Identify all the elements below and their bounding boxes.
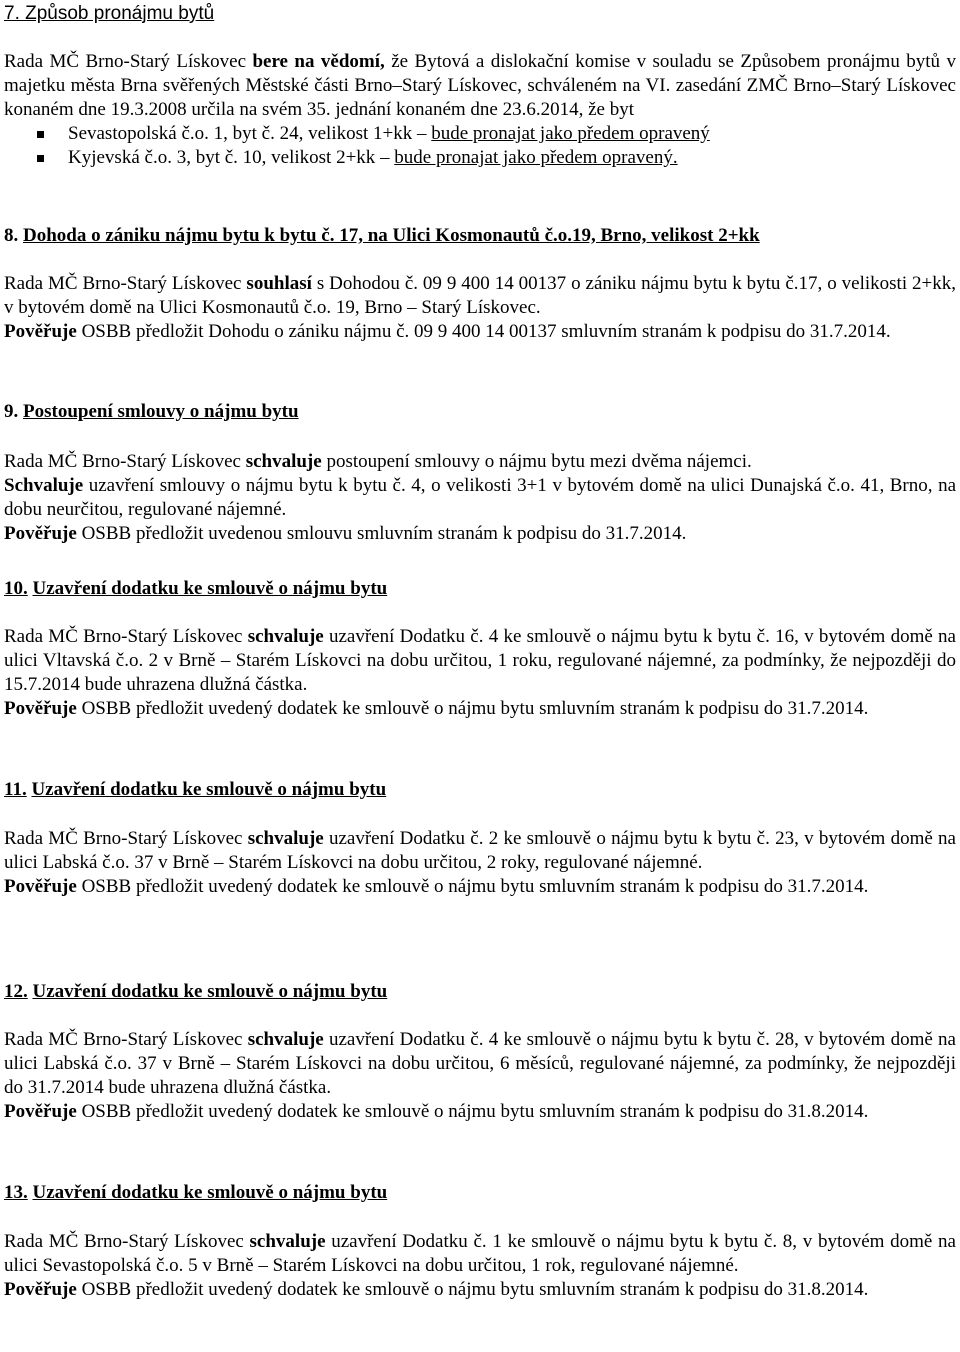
list-item: Sevastopolská č.o. 1, byt č. 24, velikost 1+kk – bude pronajat jako předem opravený	[4, 122, 956, 146]
section-10-paragraph-2: Pověřuje OSBB předložit uvedený dodatek ke smlouvě o nájmu bytu smluvním stranám k podpisu do 31.7.2014.	[4, 698, 869, 719]
section-9-paragraph-2: Schvaluje uzavření smlouvy o nájmu bytu k bytu č. 4, o velikosti 3+1 v bytovém domě na ulici Dunajská č.o. 41, Brno, na dobu neurčitou, regulované nájemné.	[4, 475, 956, 520]
section-8-paragraph-2: Pověřuje OSBB předložit Dohodu o zániku nájmu č. 09 9 400 14 00137 smluvním stranám k podpisu do 31.7.2014.	[4, 321, 891, 342]
bere-na-vedomi: bere na vědomí,	[252, 51, 385, 72]
section-8-heading: 8. Dohoda o zániku nájmu bytu k bytu č. 17, na Ulici Kosmonautů č.o.19, Brno, velikost 2+kk	[4, 225, 760, 246]
section-9-heading: 9. Postoupení smlouvy o nájmu bytu	[4, 401, 299, 422]
section-12	[4, 980, 956, 1004]
bullet-square-icon	[37, 155, 44, 162]
section-11-paragraph-1: Rada MČ Brno-Starý Lískovec schvaluje uzavření Dodatku č. 2 ke smlouvě o nájmu bytu k bytu č. 23, v bytovém domě na ulici Labská č.o. 37 v Brně – Starém Lískovci na dobu určitou, 2 roky, regulované nájemné.	[4, 828, 956, 873]
section-13	[4, 1181, 956, 1205]
flat-list	[4, 122, 956, 170]
section-12-paragraph-1: Rada MČ Brno-Starý Lískovec schvaluje uzavření Dodatku č. 4 ke smlouvě o nájmu bytu k bytu č. 28, v bytovém domě na ulici Labská č.o. 37 v Brně – Starém Lískovci na dobu určitou, 6 měsíců, regulované nájemné, za podmínky, že nejpozději do 31.7.2014 bude uhrazena dlužná částka.	[4, 1029, 956, 1098]
section-8	[4, 224, 956, 248]
section-7-heading: 7. Způsob pronájmu bytů	[4, 3, 215, 24]
section-11-heading: 11. Uzavření dodatku ke smlouvě o nájmu bytu	[4, 779, 387, 800]
section-11-body	[4, 827, 956, 899]
section-12-paragraph-2: Pověřuje OSBB předložit uvedený dodatek ke smlouvě o nájmu bytu smluvním stranám k podpisu do 31.8.2014.	[4, 1101, 869, 1122]
section-13-paragraph-1: Rada MČ Brno-Starý Lískovec schvaluje uzavření Dodatku č. 1 ke smlouvě o nájmu bytu k bytu č. 8, v bytovém domě na ulici Sevastopolská č.o. 5 v Brně – Starém Lískovci na dobu určitou, 1 rok, regulované nájemné.	[4, 1231, 956, 1276]
section-11	[4, 778, 956, 802]
section-9-body	[4, 450, 956, 546]
section-13-body	[4, 1230, 956, 1302]
section-12-body	[4, 1028, 956, 1124]
section-7	[4, 2, 956, 26]
section-11-paragraph-2: Pověřuje OSBB předložit uvedený dodatek ke smlouvě o nájmu bytu smluvním stranám k podpisu do 31.7.2014.	[4, 876, 869, 897]
section-7-paragraph: Rada MČ Brno-Starý Lískovec bere na vědomí, že Bytová a dislokační komise v souladu se Způsobem pronájmu bytů v majetku města Brna svěřených Městské části Brno–Starý Lískovec, schváleném na VI. zasedání ZMČ Brno–Starý Lískovec konaném dne 19.3.2008 určila na svém 35. jednání konaném dne 23.6.2014, že byt	[4, 51, 956, 120]
bullet-square-icon	[37, 131, 44, 138]
section-10	[4, 577, 956, 601]
list-item: Kyjevská č.o. 3, byt č. 10, velikost 2+kk – bude pronajat jako předem opravený.	[4, 146, 956, 170]
section-12-heading: 12. Uzavření dodatku ke smlouvě o nájmu bytu	[4, 981, 388, 1002]
section-9-paragraph-1: Rada MČ Brno-Starý Lískovec schvaluje postoupení smlouvy o nájmu bytu mezi dvěma nájemci.	[4, 451, 752, 472]
section-7-body	[4, 50, 956, 170]
section-10-heading: 10. Uzavření dodatku ke smlouvě o nájmu bytu	[4, 578, 388, 599]
section-13-paragraph-2: Pověřuje OSBB předložit uvedený dodatek ke smlouvě o nájmu bytu smluvním stranám k podpisu do 31.8.2014.	[4, 1279, 869, 1300]
section-9	[4, 400, 956, 424]
section-8-paragraph-1: Rada MČ Brno-Starý Lískovec souhlasí s Dohodou č. 09 9 400 14 00137 o zániku nájmu bytu k bytu č.17, o velikosti 2+kk, v bytovém domě na Ulici Kosmonautů č.o. 19, Brno – Starý Lískovec.	[4, 273, 956, 318]
section-8-body	[4, 272, 956, 344]
section-10-body	[4, 625, 956, 721]
section-9-paragraph-3: Pověřuje OSBB předložit uvedenou smlouvu smluvním stranám k podpisu do 31.7.2014.	[4, 523, 687, 544]
section-10-paragraph-1: Rada MČ Brno-Starý Lískovec schvaluje uzavření Dodatku č. 4 ke smlouvě o nájmu bytu k bytu č. 16, v bytovém domě na ulici Vltavská č.o. 2 v Brně – Starém Lískovci na dobu určitou, 1 roku, regulované nájemné, za podmínky, že nejpozději do 15.7.2014 bude uhrazena dlužná částka.	[4, 626, 956, 695]
section-13-heading: 13. Uzavření dodatku ke smlouvě o nájmu bytu	[4, 1182, 388, 1203]
